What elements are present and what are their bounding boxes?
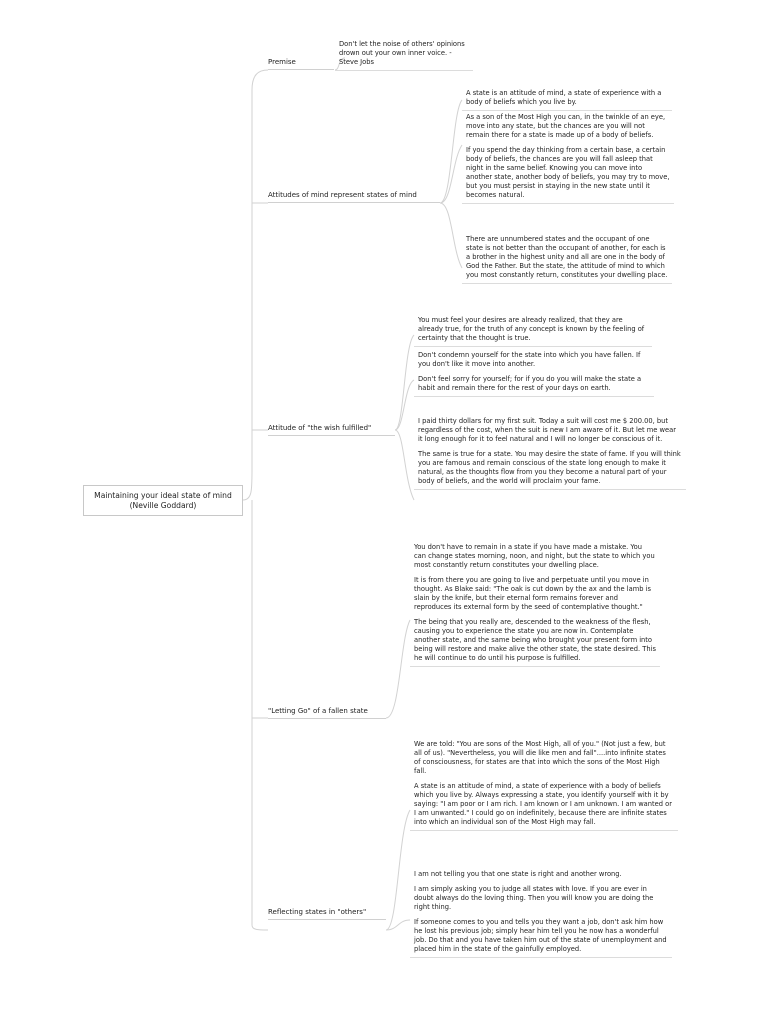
note-paragraph: I am not telling you that one state is right and another wrong. — [414, 870, 622, 878]
note-paragraph: There are unnumbered states and the occupant of one state is not better than the occupant of another, for each is a brother in the highest unity and all are one in the body of God the Father. But the state, the attitude of mind to which you most constantly return, constitutes your dwelling place. — [466, 235, 668, 279]
note-wish-2[interactable] — [414, 349, 654, 397]
note-paragraph: Don't feel sorry for yourself; for if you do you will make the state a habit and remain there for the rest of your days on earth. — [418, 375, 642, 392]
branch-attitudes-of-mind[interactable] — [268, 191, 440, 203]
central-topic-author: (Neville Goddard) — [129, 500, 197, 510]
central-topic-title: Maintaining your ideal state of mind — [94, 490, 232, 500]
note-attitudes-1[interactable] — [462, 87, 672, 111]
branch-wish-fulfilled[interactable] — [268, 424, 395, 436]
note-paragraph: A state is an attitude of mind, a state of experience with a body of beliefs which you live by. — [466, 89, 662, 106]
note-wish-3[interactable] — [414, 415, 686, 490]
note-premise-quote[interactable] — [335, 38, 473, 71]
note-paragraph: You don't have to remain in a state if you have made a mistake. You can change states morning, noon, and night, but the state to which you most constantly return constitutes your dwelling place. — [414, 543, 655, 569]
note-paragraph: The being that you really are, descended to the weakness of the flesh, causing you to experience the state you are now in. Contemplate another state, and the same being who brought your present form into being will restore and make alive the other state, the state desired. This he will continue to do until his purpose is fulfilled. — [414, 618, 656, 662]
note-wish-1[interactable] — [414, 314, 652, 347]
note-paragraph: A state is an attitude of mind, a state of experience with a body of beliefs which you live by. Always expressing a state, you identify yourself with it by saying: "I am poor or I am rich. I am known or I am unknown. I am wanted or I am unwanted." I could go on indefinitely, because there are infinite states into which an individual son of the Most High may fall. — [414, 782, 672, 826]
note-paragraph: It is from there you are going to live and perpetuate until you move in thought. As Blake said: "The oak is cut down by the ax and the lamb is slain by the knife, but their eternal form remains forever and reproduces its external form by the seed of contemplative thought." — [414, 576, 651, 611]
note-letting-go[interactable] — [410, 541, 660, 667]
note-paragraph: The same is true for a state. You may desire the state of fame. If you will think you are famous and remain conscious of the state long enough to make it natural, as the thoughts flow from you they become a natural part of your body of beliefs, and the world will proclaim your fame. — [418, 450, 681, 485]
note-attitudes-3[interactable] — [462, 233, 672, 284]
note-paragraph: If you spend the day thinking from a certain base, a certain body of beliefs, the chances are you will fall asleep that night in the same belief. Knowing you can move into another state, another body of beliefs, you may try to move, but you must persist in staying in the new state until it becomes natural. — [466, 146, 670, 199]
note-paragraph: You must feel your desires are already realized, that they are already true, for the truth of any concept is known by the feeling of certainty that the thought is true. — [418, 316, 645, 342]
note-reflecting-2[interactable] — [410, 868, 672, 958]
note-paragraph: Don't condemn yourself for the state into which you have fallen. If you don't like it move into another. — [418, 351, 641, 368]
note-paragraph: Don't let the noise of others' opinions drown out your own inner voice. - Steve Jobs — [339, 40, 465, 66]
branch-label: Reflecting states in "others" — [268, 908, 367, 916]
branch-label: Attitudes of mind represent states of mind — [268, 191, 417, 199]
branch-label: "Letting Go" of a fallen state — [268, 707, 368, 715]
branch-letting-go[interactable] — [268, 707, 386, 719]
note-paragraph: I am simply asking you to judge all states with love. If you are ever in doubt always do the loving thing. Then you will know you are doing the right thing. — [414, 885, 654, 911]
note-paragraph: As a son of the Most High you can, in the twinkle of an eye, move into any state, but the chances are you will not remain there for a state is made up of a body of beliefs. — [466, 113, 666, 139]
note-paragraph: We are told: "You are sons of the Most High, all of you." (Not just a few, but all of us). "Nevertheless, you will die like men and fall"....into infinite states of consciousness, for states are that into which the sons of the Most High fall. — [414, 740, 666, 775]
branch-label: Premise — [268, 58, 296, 66]
note-paragraph: I paid thirty dollars for my first suit. Today a suit will cost me $ 200.00, but regardless of the cost, when the suit is new I am aware of it. But let me wear it long enough for it to feel natural and I will no longer be conscious of it. — [418, 417, 676, 443]
central-topic[interactable] — [83, 485, 243, 516]
branch-premise[interactable] — [268, 58, 334, 70]
branch-label: Attitude of "the wish fulfilled" — [268, 424, 372, 432]
note-attitudes-2[interactable] — [462, 111, 674, 204]
note-reflecting-1[interactable] — [410, 738, 678, 831]
branch-reflecting-states[interactable] — [268, 908, 386, 920]
note-paragraph: If someone comes to you and tells you they want a job, don't ask him how he lost his previous job; simply hear him tell you he now has a wonderful job. Do that and you have taken him out of the state of unemployment and placed him in the state of the gainfully employed. — [414, 918, 667, 953]
